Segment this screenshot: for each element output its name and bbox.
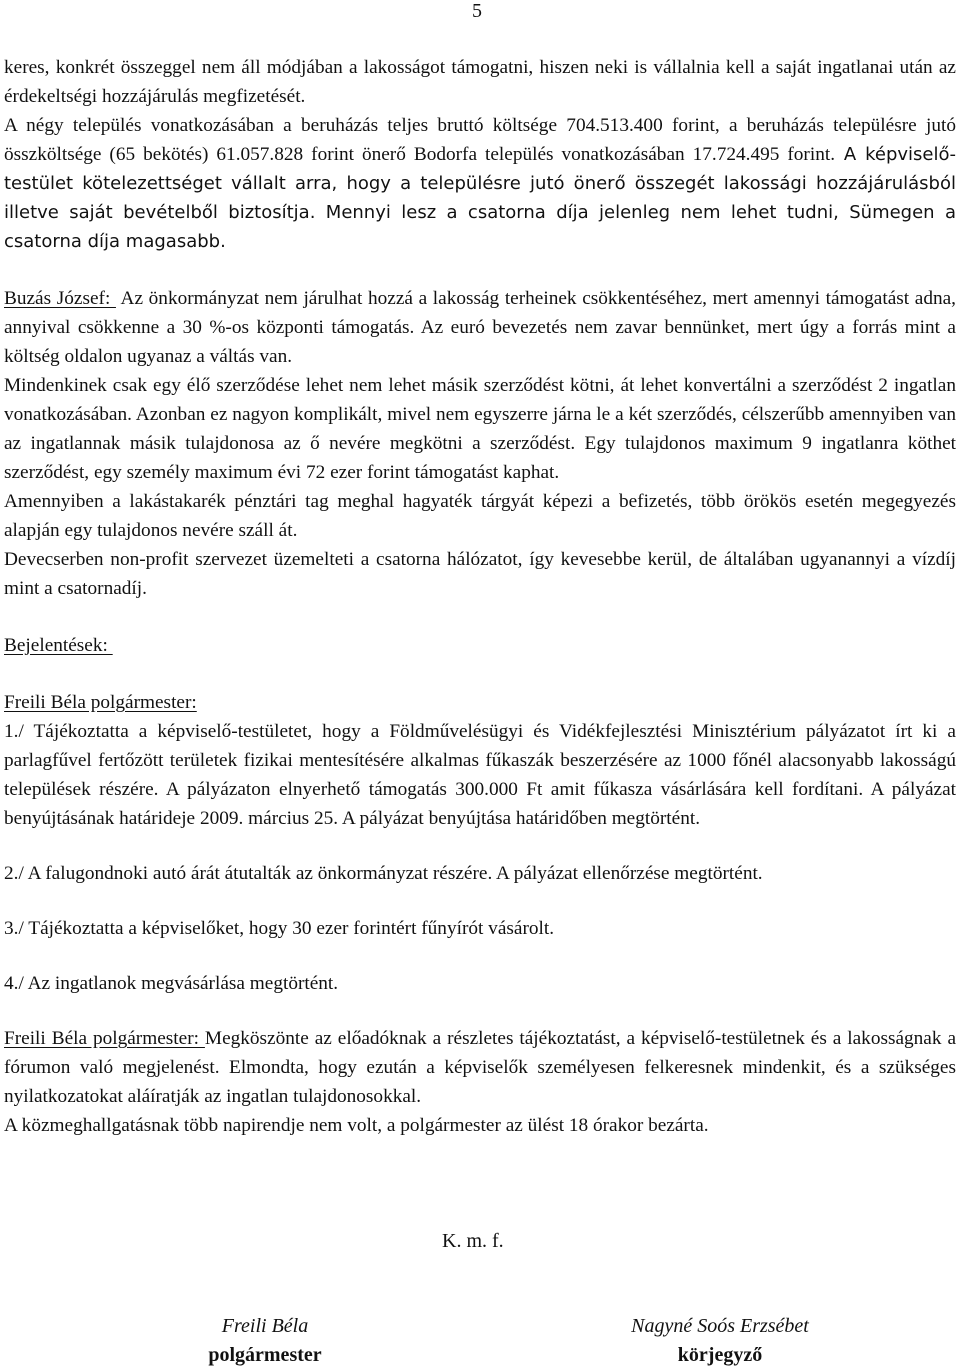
spacer <box>4 660 956 688</box>
signatory-name: Nagyné Soós Erzsébet <box>631 1315 809 1337</box>
list-item <box>4 717 956 833</box>
paragraph <box>4 487 956 545</box>
announcements-heading: Bejelentések: <box>4 635 113 656</box>
list-item <box>4 914 956 943</box>
paragraph <box>4 53 956 111</box>
signatory-role: körjegyző <box>677 1344 763 1366</box>
paragraph <box>4 545 956 603</box>
kmf-mark: K. m. f. <box>442 1230 504 1252</box>
spacer <box>4 833 956 859</box>
list-item-text: 3./ Tájékoztatta a képviselőket, hogy 30 ezer forintért fűnyírót vásárolt. <box>4 918 555 939</box>
signature-block-notary <box>605 1312 835 1370</box>
paragraph <box>4 1111 956 1140</box>
paragraph <box>4 1024 956 1111</box>
paragraph <box>4 371 956 487</box>
list-item-text: 1./ Tájékoztatta a képviselő-testületet, hogy a Földművelésügyi és Vidékfejlesztési Minisztérium pályázatot írt ki a parlagfűvel fertőzött területek fizikai mentesítésére alkalmas fűkaszák beszerzésére az 1000 főnél alacsonyabb lakosságú települések részére. A pályázaton elnyerhető támogatás 300.000 Ft amit fűkasza vásárlására kell fordítani. A pályázat benyújtásának határideje 2009. március 25. A pályázat benyújtása határidőben megtörtént. <box>4 721 956 829</box>
signatory-name: Freili Béla <box>221 1315 309 1337</box>
paragraph <box>4 111 956 256</box>
list-item <box>4 969 956 998</box>
list-item-text: 2./ A falugondnoki autó árát átutalták az önkormányzat részére. A pályázat ellenőrzése megtörtént. <box>4 863 763 884</box>
spacer <box>4 998 956 1024</box>
speaker-name: Freili Béla polgármester: <box>4 1028 205 1049</box>
list-item <box>4 859 956 888</box>
section-heading <box>4 631 956 660</box>
spacer <box>4 888 956 914</box>
page-number: 5 <box>472 0 482 22</box>
list-item-text: 4./ Az ingatlanok megvásárlása megtörtént. <box>4 973 339 994</box>
speaker-name: Freili Béla polgármester: <box>4 692 197 713</box>
paragraph-text: Amennyiben a lakástakarék pénztári tag meghal hagyaték tárgyát képezi a befizetés, több örökös esetén megegyezés alapján egy tulajdonos nevére száll át. <box>4 491 956 541</box>
paragraph-text: Megköszönte az előadóknak a részletes tájékoztatást, a képviselő-testületnek és a lakosságnak a fórumon való megjelenést. Elmondta, hogy ezután a képviselők személyesen felkeresnek mindenkit, és a szükséges nyilatkozatokat aláíratják az ingatlan tulajdonosokkal. <box>4 1028 956 1107</box>
signature-block-mayor <box>190 1312 340 1370</box>
paragraph-text: Az önkormányzat nem járulhat hozzá a lakosság terheinek csökkentéséhez, mert amennyi támogatást adna, annyival csökkenne a 30 %-os központi támogatás. Az euró bevezetés nem zavar bennünket, mert úgy a forrás mint a költség oldalon ugyanaz a váltás van. <box>4 288 956 367</box>
spacer <box>4 943 956 969</box>
paragraph-text: Mindenkinek csak egy élő szerződése lehet nem lehet másik szerződést kötni, át lehet konvertálni a szerződést 2 ingatlan vonatkozásában. Azonban ez nagyon komplikált, mivel nem egyszerre járna le a két szerződés, célszerűbb amennyiben van az ingatlannak másik tulajdonosa az ő nevére megkötni a szerződést. Egy tulajdonos maximum 9 ingatlanra köthet szerződést, egy személy maximum évi 72 ezer forint támogatást kaphat. <box>4 375 956 483</box>
signatory-role: polgármester <box>208 1344 322 1366</box>
spacer <box>4 256 956 284</box>
paragraph-text: A közmeghallgatásnak több napirendje nem volt, a polgármester az ülést 18 órakor bezárta. <box>4 1115 709 1136</box>
paragraph-text: A képviselő-testület kötelezettséget vállalt arra, hogy a településre jutó önerő összegét lakossági hozzájárulásból illetve saját bevételből biztosítja. Mennyi lesz a csatorna díja jelenleg nem lehet tudni, Sümegen a csatorna díja magasabb. <box>4 144 956 252</box>
paragraph <box>4 284 956 371</box>
speaker-name: Buzás József: <box>4 288 116 309</box>
paragraph-text: A négy település vonatkozásában a beruházás teljes bruttó költsége 704.513.400 forint, a beruházás településre jutó összköltsége (65 bekötés) 61.057.828 forint önerő Bodorfa település vonatkozásában 17.724.495 forint. <box>4 115 956 165</box>
speaker-heading <box>4 688 956 717</box>
paragraph-text: Devecserben non-profit szervezet üzemelteti a csatorna hálózatot, így kevesebbe kerül, de általában ugyanannyi a vízdíj mint a csatornadíj. <box>4 549 956 599</box>
document-body <box>4 53 956 1140</box>
paragraph-text: keres, konkrét összeggel nem áll módjában a lakosságot támogatni, hiszen neki is vállalnia kell a saját ingatlanai után az érdekeltségi hozzájárulás megfizetését. <box>4 57 956 107</box>
spacer <box>4 603 956 631</box>
